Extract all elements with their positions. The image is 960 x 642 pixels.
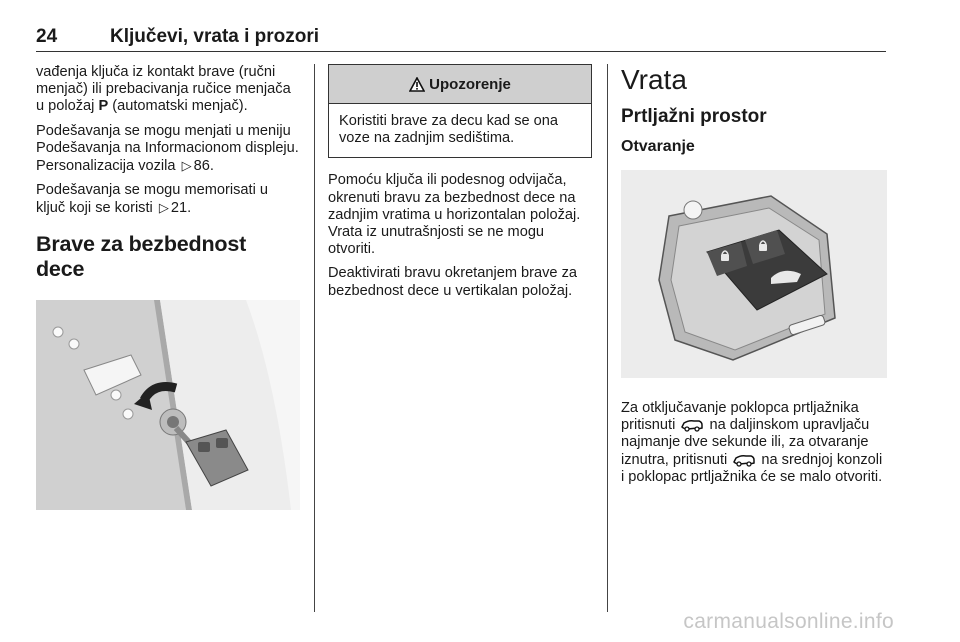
reference-arrow-icon: ▷ xyxy=(181,158,192,174)
watermark: carmanualsonline.info xyxy=(683,610,894,633)
paragraph-deactivate-lock: Deaktivirati bravu okretanjem brave za bezbednost dece u vertikalan položaj. xyxy=(328,265,578,299)
child-lock-door-illustration xyxy=(36,300,300,510)
column-divider-1 xyxy=(314,64,315,612)
reference-arrow-icon: ▷ xyxy=(158,200,169,216)
paragraph-settings: Podešavanja se mogu menjati u meniju Podešavanja na Informacionom displeju. Personalizacija vozila ▷ 86. xyxy=(36,122,299,175)
page-reference-link[interactable]: 21 xyxy=(170,200,188,217)
warning-box xyxy=(328,64,592,158)
column-left xyxy=(36,64,300,510)
paragraph-activate-lock: Pomoću ključa ili podesnog odvijača, okrenuti bravu za bezbednost dece na zadnjim vratima u horizontalan položaj. Vrata iz unutrašnjosti se ne mogu otvoriti. xyxy=(328,172,581,258)
subsubsection-title-opening: Otvaranje xyxy=(621,138,695,155)
warning-header xyxy=(329,65,591,104)
page-number: 24 xyxy=(36,26,58,47)
car-trunk-icon xyxy=(681,418,703,432)
paragraph-trunk-opening: Za otključavanje poklopca prtljažnika pritisnuti na daljinskom upravljaču najmanje dve sekunde ili, za otvaranje iznutra, pritisnuti na srednjoj konzoli i poklopac prtljažnika će se malo otvoriti. xyxy=(621,400,883,485)
car-trunk-icon xyxy=(733,453,755,467)
paragraph-key-removal: vađenja ključa iz kontakt brave (ručni menjač) ili prebacivanja ručice menjača u položaj P (automatski menjač). xyxy=(36,64,291,115)
section-heading-child-locks: Brave za bezbednost dece xyxy=(36,231,247,281)
column-divider-2 xyxy=(607,64,608,612)
header-rule xyxy=(36,51,886,52)
paragraph-memorize: Podešavanja se mogu memorisati u ključ koji se koristi ▷ 21. xyxy=(36,182,268,217)
section-title-doors: Vrata xyxy=(621,64,687,95)
page-header xyxy=(36,22,886,50)
remote-key-illustration xyxy=(621,170,887,378)
column-right xyxy=(621,64,887,493)
warning-title: Upozorenje xyxy=(429,75,511,93)
subsection-title-trunk: Prtljažni prostor xyxy=(621,106,767,127)
warning-text: Koristiti brave za decu kad se ona voze na zadnjim sedištima. xyxy=(339,113,559,147)
chapter-title: Ključevi, vrata i prozori xyxy=(110,26,320,47)
gear-position-p: P xyxy=(98,98,109,115)
page-reference-link[interactable]: 86 xyxy=(193,158,210,175)
column-middle xyxy=(328,64,594,307)
warning-triangle-icon xyxy=(409,77,425,92)
